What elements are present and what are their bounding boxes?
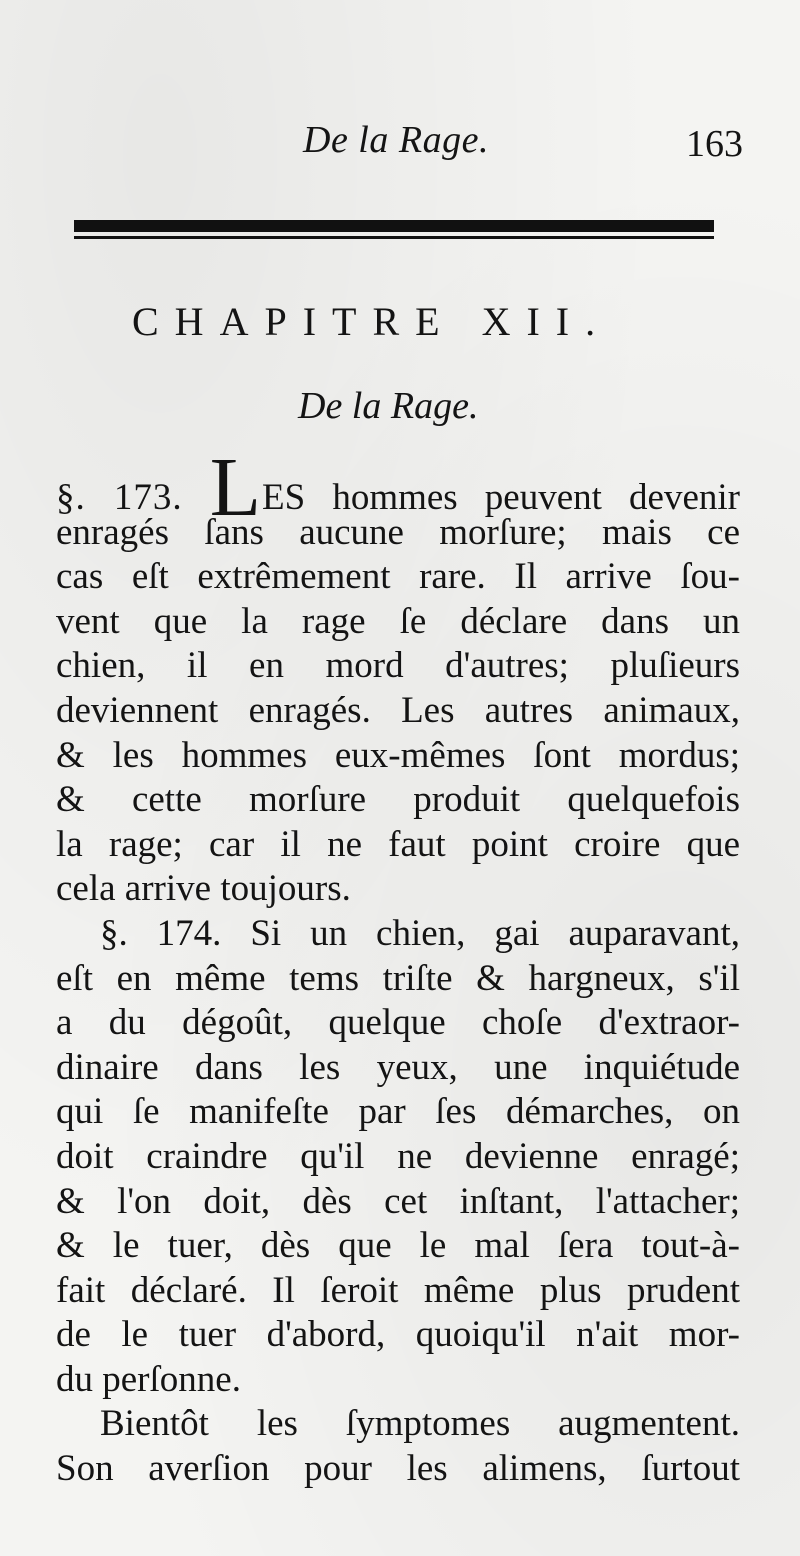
- text-line: cas eſt extrêmement rare. Il arrive ſou-: [56, 556, 740, 598]
- text-line: fait déclaré. Il ſeroit même plus prudent: [56, 1269, 740, 1311]
- drop-cap: L: [209, 441, 262, 534]
- page-header: [0, 118, 800, 178]
- text-line: a du dégoût, quelque choſe d'extraor-: [56, 1002, 740, 1044]
- text-line: §. 174. Si un chien, gai auparavant,: [100, 912, 740, 954]
- chapter-heading: CHAPITRE XII.: [132, 299, 612, 344]
- header-rule: [74, 220, 714, 232]
- lead-text: ES hommes peuvent devenir: [262, 477, 740, 518]
- text-line: & l'on doit, dès cet inſtant, l'attacher;: [56, 1180, 740, 1222]
- text-line: doit craindre qu'il ne devienne enragé;: [56, 1135, 740, 1177]
- chapter-subtitle: De la Rage.: [298, 385, 479, 427]
- text-line: & le tuer, dès que le mal ſera tout-à-: [56, 1225, 740, 1267]
- body-text: [56, 441, 740, 1492]
- text-line: vent que la rage ſe déclare dans un: [56, 600, 740, 642]
- text-line: enragés ſans aucune morſure; mais ce: [56, 511, 740, 553]
- text-line: Bientôt les ſymptomes augmentent.: [100, 1403, 740, 1445]
- text-line: eſt en même tems triſte & hargneux, s'il: [56, 957, 740, 999]
- text-line: Son averſion pour les alimens, ſurtout: [56, 1448, 740, 1490]
- text-line: cela arrive toujours.: [56, 868, 351, 910]
- text-line: dinaire dans les yeux, une inquiétude: [56, 1046, 740, 1088]
- section-number: §. 173.: [56, 477, 183, 518]
- page-number: 163: [686, 123, 743, 165]
- text-line: la rage; car il ne faut point croire que: [56, 823, 740, 865]
- text-line: du perſonne.: [56, 1358, 241, 1400]
- text-line: qui ſe manifeſte par ſes démarches, on: [56, 1091, 740, 1133]
- text-line: & cette morſure produit quelquefois: [56, 779, 740, 821]
- running-title: De la Rage.: [303, 119, 489, 161]
- text-line: chien, il en mord d'autres; pluſieurs: [56, 645, 740, 687]
- text-line: de le tuer d'abord, quoiqu'il n'ait mor-: [56, 1314, 740, 1356]
- text-line: & les hommes eux-mêmes ſont mordus;: [56, 734, 740, 776]
- text-line: deviennent enragés. Les autres animaux,: [56, 689, 740, 731]
